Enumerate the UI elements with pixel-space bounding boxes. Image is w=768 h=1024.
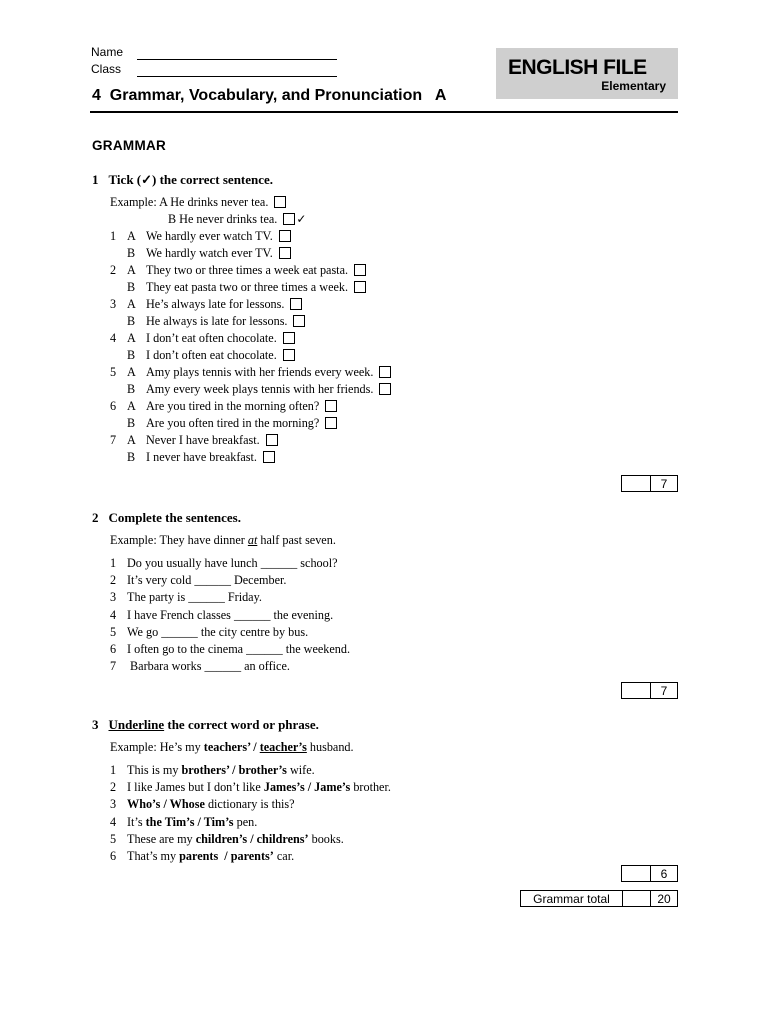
q2-heading	[92, 510, 241, 526]
example-option: teachers’ /	[203, 740, 260, 754]
example-text: husband.	[306, 740, 354, 754]
item-number: 1	[110, 556, 117, 570]
q1-option-3b	[110, 314, 305, 329]
option-letter: B	[127, 450, 136, 464]
q3-item	[110, 780, 391, 795]
q2-score-box	[621, 682, 678, 699]
logo-title: ENGLISH FILE	[508, 56, 647, 79]
item-text: pen.	[233, 814, 258, 829]
checkbox[interactable]	[354, 281, 366, 293]
option-letter: B	[127, 314, 136, 328]
checkbox[interactable]	[325, 400, 337, 412]
item-sentence: Barbara works ______ an office.	[127, 659, 290, 674]
checkbox[interactable]	[279, 230, 291, 242]
item-number: 2	[110, 263, 117, 277]
checkbox[interactable]	[263, 451, 275, 463]
item-number: 4	[110, 814, 117, 829]
q3-example	[110, 740, 354, 755]
option-sentence: We hardly watch ever TV.	[146, 246, 273, 260]
q1-example-b	[168, 212, 306, 227]
score-input[interactable]	[622, 683, 650, 698]
score-input[interactable]	[622, 476, 650, 491]
item-options[interactable]: James’s / Jame’s	[263, 780, 351, 795]
item-number: 2	[110, 780, 117, 795]
score-total: 7	[650, 476, 677, 491]
q1-option-1b	[110, 246, 291, 261]
q2-item	[110, 625, 308, 640]
option-sentence: Are you tired in the morning often?	[146, 399, 320, 413]
item-text: These are my	[127, 831, 196, 846]
checkbox[interactable]	[266, 434, 278, 446]
q1-heading	[92, 172, 273, 188]
item-text: It’s	[127, 814, 146, 829]
item-text: dictionary is this?	[204, 797, 295, 812]
example-sentence-a: A He drinks never tea.	[159, 195, 269, 209]
q2-number: 2	[92, 510, 99, 525]
item-number: 4	[110, 331, 117, 345]
class-field[interactable]	[137, 64, 337, 82]
q3-heading	[92, 717, 319, 733]
option-sentence: They eat pasta two or three times a week.	[146, 280, 349, 294]
q2-example	[110, 533, 336, 548]
checkbox[interactable]	[379, 366, 391, 378]
english-file-logo	[496, 48, 678, 99]
name-label: Name	[91, 45, 124, 59]
item-number: 2	[110, 573, 117, 588]
item-number: 5	[110, 365, 117, 379]
option-sentence: I don’t eat often chocolate.	[146, 331, 277, 345]
option-sentence: Amy plays tennis with her friends every week.	[146, 365, 374, 379]
item-number: 1	[110, 763, 117, 777]
item-number: 5	[110, 624, 117, 639]
checkbox[interactable]	[379, 383, 391, 395]
item-number: 3	[110, 590, 117, 605]
item-number: 7	[110, 659, 117, 674]
q2-item	[110, 590, 262, 605]
item-number: 1	[110, 229, 117, 243]
q3-item	[110, 763, 315, 778]
option-letter: A	[127, 229, 136, 243]
q3-instruction: the correct word or phrase.	[164, 717, 319, 732]
example-answer: teacher’s	[259, 740, 307, 754]
option-letter: A	[127, 399, 136, 413]
q3-item	[110, 849, 294, 864]
option-letter: B	[127, 382, 136, 396]
checkbox[interactable]	[283, 332, 295, 344]
q1-score-box	[621, 475, 678, 492]
score-input[interactable]	[622, 866, 650, 881]
score-total: 7	[650, 683, 677, 698]
option-letter: A	[127, 263, 136, 277]
q2-item	[110, 556, 338, 571]
example-text: They have dinner	[159, 533, 248, 547]
example-text: half past seven.	[257, 533, 336, 547]
option-letter: B	[127, 280, 136, 294]
item-options[interactable]: parents / parents’	[179, 849, 274, 863]
example-answer: at	[247, 533, 258, 547]
q1-option-7a	[110, 433, 278, 448]
item-text: That’s my	[127, 849, 180, 863]
checkbox[interactable]	[293, 315, 305, 327]
option-sentence: Never I have breakfast.	[146, 433, 260, 447]
example-label: Example:	[110, 533, 157, 547]
item-number: 4	[110, 607, 117, 622]
item-number: 7	[110, 433, 117, 447]
item-text: brother.	[350, 780, 391, 795]
tick-mark-icon: ✓	[296, 212, 307, 226]
item-text: car.	[273, 849, 295, 863]
item-text: wife.	[286, 763, 315, 777]
q3-instruction-underlined: Underline	[108, 717, 165, 732]
q1-instruction: Tick (✓) the correct sentence.	[108, 172, 274, 187]
item-sentence: It’s very cold ______ December.	[127, 573, 287, 588]
example-label: Example:	[110, 195, 157, 209]
q1-option-4b	[110, 348, 295, 363]
page-title: 4 Grammar, Vocabulary, and Pronunciation A	[92, 87, 447, 104]
q1-option-5a	[110, 365, 391, 380]
checkbox[interactable]	[283, 349, 295, 361]
q2-item	[110, 642, 350, 657]
item-sentence: I have French classes ______ the evening.	[127, 607, 334, 622]
option-sentence: I never have breakfast.	[146, 450, 257, 464]
q2-item	[110, 573, 286, 588]
grammar-total-box	[520, 890, 678, 907]
grammar-total-label: Grammar total	[533, 891, 610, 906]
q1-option-5b	[110, 382, 391, 397]
q2-instruction: Complete the sentences.	[108, 510, 241, 525]
logo-subtitle: Elementary	[601, 79, 666, 93]
option-sentence: Are you often tired in the morning?	[146, 416, 320, 430]
checkbox[interactable]	[283, 213, 295, 225]
q1-option-2a	[110, 263, 366, 278]
option-letter: B	[127, 416, 136, 430]
q1-example-a	[110, 195, 286, 210]
grammar-total-value: 20	[650, 891, 677, 906]
item-text: books.	[308, 831, 344, 846]
name-field[interactable]	[137, 47, 337, 65]
option-letter: B	[127, 246, 136, 260]
item-number: 6	[110, 642, 117, 656]
q1-option-2b	[110, 280, 366, 295]
item-options[interactable]: Who’s / Whose	[127, 797, 205, 812]
q2-item	[110, 659, 290, 674]
item-options[interactable]: brothers’ / brother’s	[181, 763, 287, 777]
q2-item	[110, 608, 333, 623]
checkbox[interactable]	[279, 247, 291, 259]
q1-option-7b	[110, 450, 275, 465]
item-number: 5	[110, 831, 117, 846]
header-rule	[90, 111, 678, 113]
checkbox[interactable]	[325, 417, 337, 429]
option-sentence: He always is late for lessons.	[146, 314, 288, 328]
checkbox[interactable]	[290, 298, 302, 310]
option-letter: B	[127, 348, 136, 362]
option-sentence: We hardly ever watch TV.	[146, 229, 273, 243]
option-letter: A	[127, 365, 136, 379]
q1-number: 1	[92, 172, 99, 187]
q3-item	[110, 797, 295, 812]
q1-option-3a	[110, 297, 302, 312]
option-letter: A	[127, 297, 136, 311]
example-sentence-b: B He never drinks tea.	[168, 212, 278, 226]
example-label: Example:	[110, 740, 157, 754]
q3-item	[110, 815, 257, 830]
option-sentence: They two or three times a week eat pasta.	[146, 263, 349, 277]
q3-score-box	[621, 865, 678, 882]
score-total: 6	[650, 866, 677, 881]
option-letter: A	[127, 331, 136, 345]
item-sentence: Do you usually have lunch ______ school?	[127, 556, 338, 570]
option-sentence: He’s always late for lessons.	[146, 297, 285, 311]
q3-item	[110, 832, 344, 847]
item-sentence: The party is ______ Friday.	[127, 590, 262, 605]
option-sentence: Amy every week plays tennis with her friends.	[146, 382, 374, 396]
q1-option-6b	[110, 416, 337, 431]
item-sentence: We go ______ the city centre by bus.	[127, 624, 309, 639]
item-number: 6	[110, 399, 117, 413]
q3-number: 3	[92, 717, 99, 732]
item-number: 3	[110, 297, 117, 311]
item-number: 3	[110, 797, 117, 812]
checkbox[interactable]	[274, 196, 286, 208]
q1-option-4a	[110, 331, 295, 346]
example-text: He’s my	[159, 740, 204, 754]
q1-option-1a	[110, 229, 291, 244]
class-label: Class	[91, 62, 122, 76]
item-options[interactable]: children’s / childrens’	[195, 831, 309, 846]
item-options[interactable]: the Tim’s / Tim’s	[145, 814, 234, 829]
item-text: This is my	[127, 763, 182, 777]
section-title: GRAMMAR	[92, 138, 167, 153]
item-number: 6	[110, 849, 117, 863]
option-sentence: I don’t often eat chocolate.	[146, 348, 277, 362]
option-letter: A	[127, 433, 136, 447]
item-sentence: I often go to the cinema ______ the weekend.	[127, 642, 351, 656]
q1-option-6a	[110, 399, 337, 414]
score-input[interactable]	[622, 891, 650, 906]
checkbox[interactable]	[354, 264, 366, 276]
item-text: I like James but I don’t like	[127, 780, 264, 795]
